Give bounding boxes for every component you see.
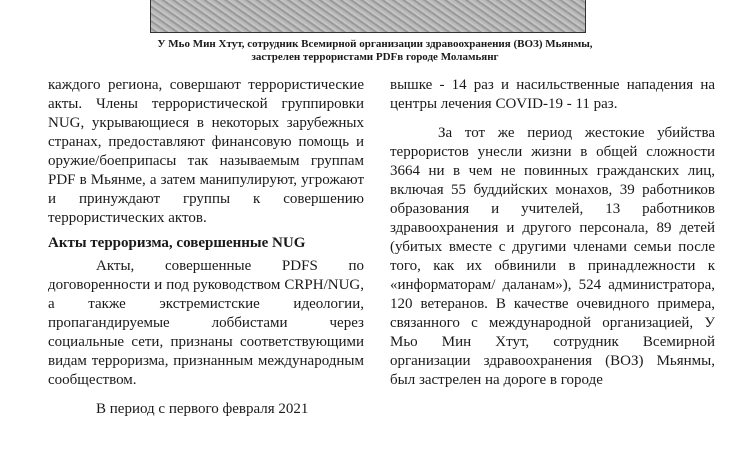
paragraph: каждого региона, совершают террористические акты. Члены террористической группировки NUG, укрывающиеся в некоторых зарубежных странах, предоставляют финансовую помощь и оружие/боеприпасы так называемым группам PDF в Мьянме, а затем манипулируют, угрожают и принуждают группы к совершению террористических актов.	[48, 77, 364, 226]
paragraph: За тот же период жестокие убийства террористов унесли жизни в общей сложности 3664 ни в чем не повинных гражданских лиц, включая 55 буддийских монахов, 39 работников образования и учителей, 13 работников здравоохранения и другого персонала, 89 детей (убитых вместе с другими членами семьи после того, как их обвинили в принадлежности к «информаторам/ даланам»), 524 администратора, 120 ветеранов. В качестве очевидного примера, связанного с международной организацией, У Мьо Мин Хтут, сотрудник Всемирной организации здравоохранения (ВОЗ) Мьянмы, был застрелен на дороге в городе	[390, 125, 715, 388]
left-column	[48, 76, 364, 419]
caption-line-2: застрелен террористами PDFв городе Моламьянг	[251, 51, 499, 63]
right-column	[390, 76, 715, 390]
photo-caption	[40, 38, 710, 64]
caption-line-1: У Мьо Мин Хтут, сотрудник Всемирной организации здравоохранения (ВОЗ) Мьянмы,	[157, 38, 593, 50]
section-heading: Акты терроризма, совершенные NUG	[48, 235, 306, 251]
paragraph: В период с первого февраля 2021	[96, 401, 309, 417]
paragraph: вышке - 14 раз и насильственные нападения на центры лечения COVID-19 - 11 раз.	[390, 77, 715, 112]
photo	[150, 0, 586, 33]
paragraph: Акты, совершенные PDFS по договоренности и под руководством CRPH/NUG, а также экстремистские идеологии, пропагандируемые лоббистами через социальные сети, признаны соответствующими видам терроризма, признанным международным сообществом.	[48, 258, 364, 388]
